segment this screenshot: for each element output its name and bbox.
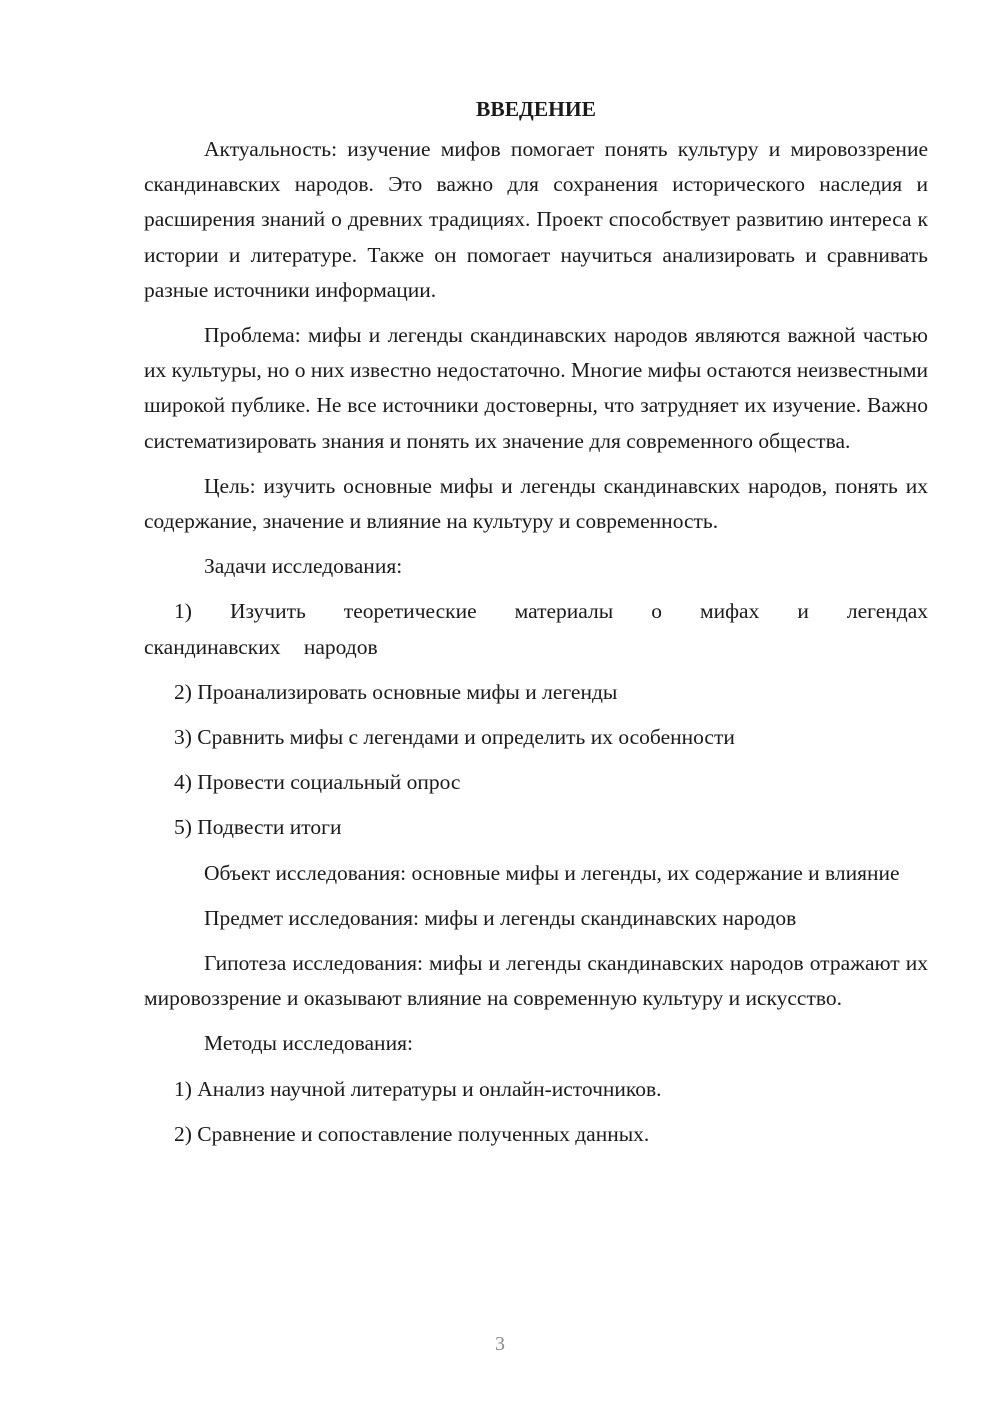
task-item: 1) Изучить теоретические материалы о мифах и легендах скандинавских народов [144, 599, 928, 659]
task-item: 3) Сравнить мифы с легендами и определить их особенности [174, 725, 735, 750]
method-item: 2) Сравнение и сопоставление полученных данных. [174, 1121, 650, 1146]
task-item: 4) Провести социальный опрос [174, 770, 461, 795]
object-paragraph: Объект исследования: основные мифы и легенды, их содержание и влияние [204, 860, 900, 885]
method-item: 1) Анализ научной литературы и онлайн-источников. [174, 1076, 662, 1101]
document-page [144, 92, 928, 1162]
tasks-title: Задачи исследования: [204, 554, 403, 579]
goal-paragraph: Цель: изучить основные мифы и легенды скандинавских народов, понять их содержание, значение и влияние на культуру и современность. [144, 473, 928, 534]
section-heading: ВВЕДЕНИЕ [476, 97, 596, 121]
page-number: 3 [495, 1333, 505, 1355]
subject-paragraph: Предмет исследования: мифы и легенды скандинавских народов [204, 905, 797, 930]
problem-paragraph: Проблема: мифы и легенды скандинавских народов являются важной частью их культуры, но о них известно недостаточно. Многие мифы остаются неизвестными широкой публике. Не все источники достоверны, что затрудняет их изучение. Важно систематизировать знания и понять их значение для современного общества. [144, 323, 928, 453]
relevance-paragraph: Актуальность: изучение мифов помогает понять культуру и мировоззрение скандинавских народов. Это важно для сохранения исторического наследия и расширения знаний о древних традициях. Проект способствует развитию интереса к истории и литературе. Также он помогает научиться анализировать и сравнивать разные источники информации. [144, 137, 928, 302]
hypothesis-paragraph: Гипотеза исследования: мифы и легенды скандинавских народов отражают их мировоззрение и оказывают влияние на современную культуру и искусство. [144, 951, 928, 1011]
methods-title: Методы исследования: [204, 1031, 413, 1056]
task-item: 2) Проанализировать основные мифы и легенды [174, 679, 618, 704]
task-item: 5) Подвести итоги [174, 815, 342, 840]
